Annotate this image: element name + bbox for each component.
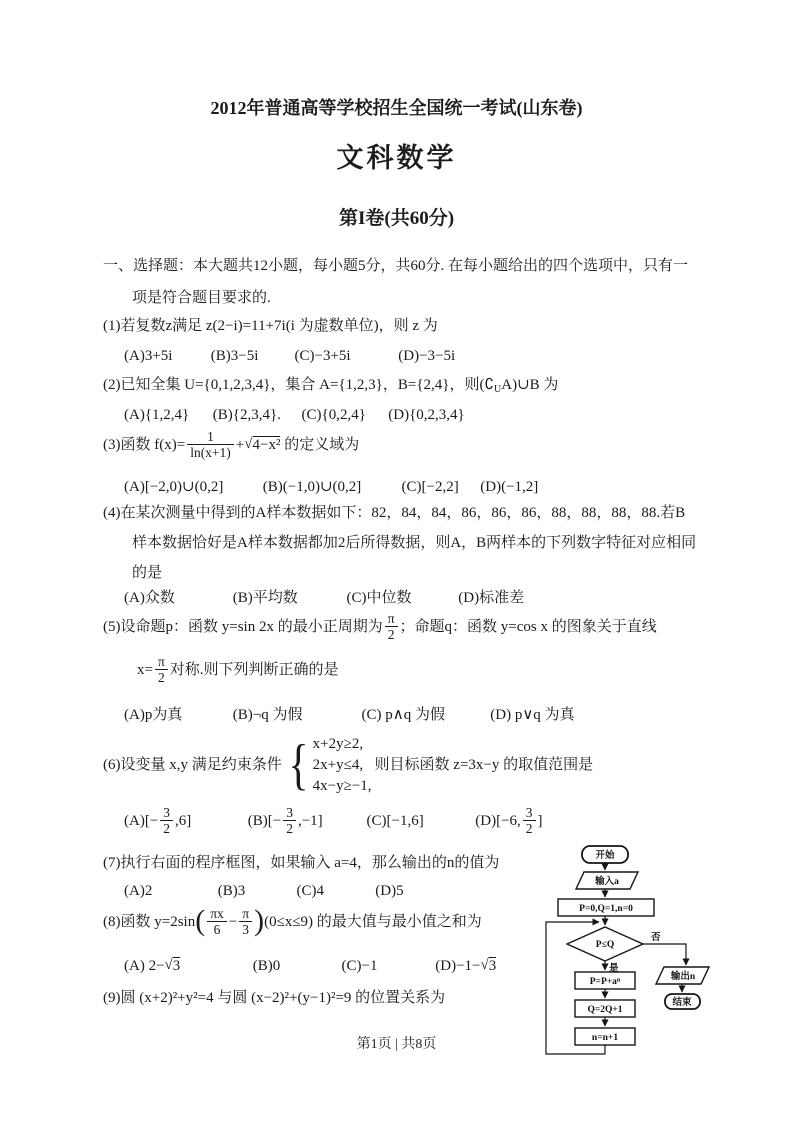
q8-option-c: (C)−1 (341, 958, 378, 974)
q2-option-b: (B){2,3,4}. (212, 407, 281, 423)
question-5-line-1 (103, 606, 657, 648)
question-4-line-1: (4)在某次测量中得到的A样本数据如下：82，84，84，86，86，86，88，88，88，88.若B (103, 505, 686, 521)
q8-option-d-sqrt (481, 958, 497, 974)
q4-option-a: (A)众数 (124, 590, 175, 606)
footer-page-indicator: 第1页 | 共8页 (356, 1037, 437, 1052)
q1-option-b: (B)3−5i (210, 348, 259, 364)
q6-system-brace: { (288, 734, 309, 797)
q6-option-b (248, 798, 363, 844)
flowchart-step1-label: P=P+aⁿ (589, 977, 621, 987)
exam-subject: 文科数学 (336, 143, 457, 173)
flowchart-start-label: 开始 (595, 851, 615, 861)
flowchart-end-label: 结束 (672, 998, 692, 1008)
q5-stem-text: (5)设命题p：函数 y=sin 2x 的最小正周期为 (103, 619, 383, 635)
q6-constraint-3: 4x−y≥−1, (312, 778, 372, 795)
q4-option-b: (B)平均数 (232, 590, 298, 606)
question-6-options (124, 798, 543, 844)
q8-option-a (124, 949, 249, 983)
q6-stem-text-end: 则目标函数 z=3x−y 的取值范围是 (374, 757, 594, 773)
q7-option-c: (C)4 (296, 883, 324, 899)
q6-option-b-post: ,−1] (297, 813, 323, 829)
q5-axis-fraction-denominator: 2 (158, 670, 165, 686)
flowchart-condition-label: P≤Q (595, 940, 615, 950)
question-4-line-2: 样本数据恰好是A样本数据都加2后所得数据，则A，B两样本的下列数字特征对应相同 (132, 535, 697, 551)
q8-minus: − (228, 914, 238, 930)
question-6-stem (103, 731, 593, 799)
q6-option-a-num: 3 (160, 805, 173, 822)
q8-right-paren: ) (254, 903, 265, 937)
q6-option-d (475, 798, 542, 844)
q5-axis-fraction-numerator: π (155, 654, 168, 671)
q5-line2-text-end: 对称.则下列判断正确的是 (169, 662, 339, 678)
q8-option-d (435, 949, 496, 983)
q6-option-d-fraction (523, 805, 536, 837)
q2-stem-text: (2)已知全集 U={0,1,2,3,4}，集合 A={1,2,3}，B={2,4}，则(∁ (103, 377, 495, 393)
question-5-options (124, 700, 575, 730)
q7-option-d: (D)5 (375, 883, 404, 899)
q8-fraction-1-den: 6 (213, 922, 221, 938)
q5-axis-fraction (155, 654, 168, 686)
q5-option-b: (B)¬q 为假 (232, 707, 303, 723)
question-1-stem: (1)若复数z满足 z(2−i)=11+7i(i 为虚数单位)，则 z 为 (103, 318, 438, 334)
q6-option-a-den: 2 (163, 821, 171, 837)
q1-option-a: (A)3+5i (124, 348, 173, 364)
q8-fraction-1-num: πx (207, 906, 227, 923)
q8-left-paren: ( (195, 903, 206, 937)
section-heading: 第I卷(共60分) (338, 208, 455, 229)
q2-option-a: (A){1,2,4} (124, 407, 190, 423)
q6-option-a-fraction (160, 805, 173, 837)
q6-option-d-den: 2 (525, 821, 533, 837)
flowchart-output-label: 输出n (670, 972, 696, 982)
flowchart-init-label: P=0,Q=1,n=0 (579, 904, 633, 914)
flowchart-input-label: 输入a (595, 877, 619, 887)
q6-option-d-pre: (D)[−6, (475, 813, 521, 829)
q5-option-a: (A)p为真 (124, 707, 183, 723)
q3-fraction (187, 429, 234, 461)
q8-fraction-2-den: 3 (242, 922, 250, 938)
q6-option-a-post: ,6] (175, 813, 192, 829)
q3-fraction-numerator: 1 (187, 429, 234, 446)
q8-option-a-sqrt-body: 3 (172, 958, 181, 974)
q2-option-d: (D){0,2,3,4} (388, 407, 465, 423)
q5-option-c: (C) p∧q 为假 (361, 707, 445, 723)
q6-option-a (124, 798, 244, 844)
q3-option-a: (A)[−2,0)∪(0,2] (124, 479, 224, 495)
q3-sqrt-expression (244, 437, 280, 453)
question-5-line-2 (137, 649, 339, 691)
intro-line-1: 一、选择题：本大题共12小题，每小题5分，共60分. 在每小题给出的四个选项中，只有一 (103, 258, 689, 274)
q2-stem-text-end: A)∪B 为 (501, 377, 559, 393)
q3-option-d: (D)(−1,2] (480, 479, 539, 495)
intro-line-2: 项是符合题目要求的. (132, 290, 271, 306)
q8-option-d-sqrt-body: 3 (488, 958, 497, 974)
q6-option-b-num: 3 (283, 805, 296, 822)
q3-radical-sign: √ (244, 436, 253, 452)
q5-stem-text-mid: ；命题q：函数 y=cos x 的图象关于直线 (399, 619, 657, 635)
q8-option-a-radical: √ (164, 957, 173, 973)
q4-option-c: (C)中位数 (346, 590, 412, 606)
question-1-options (124, 341, 455, 371)
q7-option-a: (A)2 (124, 883, 153, 899)
q6-constraint-2: 2x+y≤4, (312, 757, 364, 774)
q8-stem-text-end: (0≤x≤9) 的最大值与最小值之和为 (264, 914, 482, 930)
question-3-stem (103, 420, 359, 470)
exam-title: 2012年普通高等学校招生全国统一考试(山东卷) (210, 98, 583, 118)
q6-option-b-pre: (B)[− (247, 813, 282, 829)
q6-system-rows (313, 734, 372, 797)
q6-option-b-fraction (283, 805, 296, 837)
q8-option-d-pre: (D)−1− (435, 958, 481, 974)
q6-option-b-den: 2 (286, 821, 293, 837)
q1-option-d: (D)−3−5i (398, 348, 456, 364)
q3-stem-text-end: 的定义域为 (280, 437, 360, 453)
q4-option-d: (D)标准差 (458, 590, 525, 606)
q8-stem-text: (8)函数 y=2sin (103, 914, 196, 930)
q3-stem-text: (3)函数 f(x)= (103, 437, 186, 453)
flowchart-step2-label: Q=2Q+1 (587, 1005, 623, 1015)
q6-stem-text: (6)设变量 x,y 满足约束条件 (103, 757, 282, 773)
q1-option-c: (C)−3+5i (294, 348, 351, 364)
q2-complement-subscript: U (494, 384, 502, 395)
q5-line2-text: x= (137, 662, 153, 678)
q6-option-c: (C)[−1,6] (366, 813, 424, 829)
flowchart-yes-label: 是 (609, 964, 619, 974)
q6-option-a-pre: (A)[− (124, 813, 159, 829)
q3-sqrt-body: 4−x² (252, 437, 281, 453)
question-8-options (124, 949, 496, 983)
q5-option-d: (D) p∨q 为真 (490, 707, 575, 723)
q8-option-a-sqrt (165, 958, 181, 974)
question-4-line-3: 的是 (132, 565, 163, 581)
q8-fraction-2-num: π (239, 906, 252, 923)
q6-constraint-1: x+2y≥2, (312, 736, 364, 753)
q3-plus: + (235, 437, 245, 453)
q8-fraction-2 (239, 906, 252, 938)
flowchart-no-label: 否 (651, 933, 661, 943)
question-7-stem: (7)执行右面的程序框图，如果输入 a=4，那么输出的n的值为 (103, 855, 500, 871)
q8-option-a-pre: (A) 2− (124, 958, 165, 974)
q3-option-c: (C)[−2,2] (401, 479, 459, 495)
q3-option-b: (B)(−1,0)∪(0,2] (262, 479, 362, 495)
question-8-stem (103, 899, 482, 946)
q8-fraction-1 (207, 906, 227, 938)
q6-option-d-post: ] (537, 813, 543, 829)
q2-option-c: (C){0,2,4} (301, 407, 366, 423)
q3-fraction-denominator: ln(x+1) (190, 445, 231, 461)
q7-option-b: (B)3 (217, 883, 246, 899)
question-9-stem: (9)圆 (x+2)²+y²=4 与圆 (x−2)²+(y−1)²=9 的位置关系为 (103, 990, 446, 1006)
q6-constraint-system (285, 734, 372, 797)
q5-fraction-denominator: 2 (387, 627, 395, 643)
q5-fraction-numerator: π (385, 611, 398, 628)
flowchart-step3-label: n=n+1 (591, 1033, 619, 1043)
q5-period-fraction (385, 611, 398, 643)
q8-option-d-radical: √ (480, 957, 489, 973)
q8-option-b: (B)0 (252, 958, 281, 974)
q6-option-d-num: 3 (523, 805, 536, 822)
